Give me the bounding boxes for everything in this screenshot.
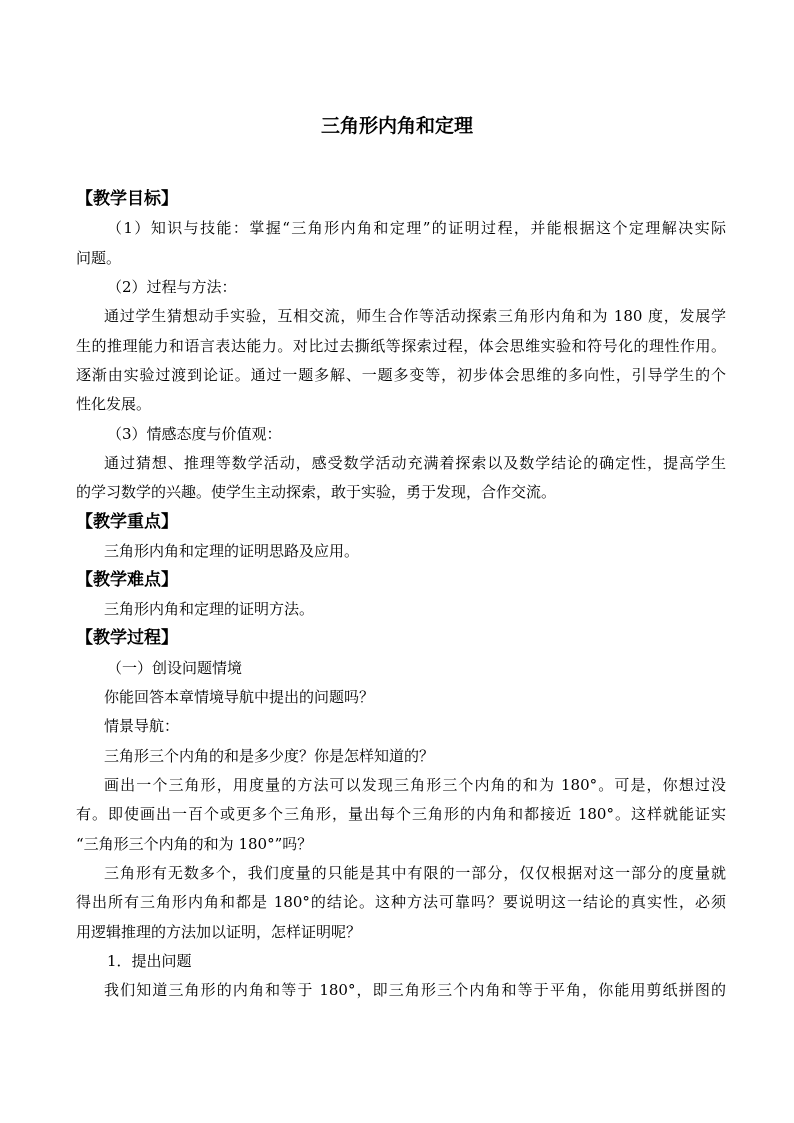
paragraph-line: 1．提出问题	[107, 952, 192, 970]
paragraph-line: 三角形三个内角的和是多少度？你是怎样知道的？	[104, 747, 435, 765]
paragraph-line: 得出所有三角形内角和都是 180°的结论。这种方法可靠吗？要说明这一结论的真实性，必须	[76, 893, 726, 911]
section-heading-difficult: 【教学难点】	[76, 570, 178, 590]
paragraph-line: 有。即使画出一百个或更多个三角形，量出每个三角形的内角和都接近 180°。这样就能证实	[76, 805, 726, 823]
section-heading-goals: 【教学目标】	[76, 189, 178, 209]
paragraph-line: 逐渐由实验过渡到论证。通过一题多解、一题多变等，初步体会思维的多向性，引导学生的个	[76, 366, 726, 384]
paragraph-line: 三角形内角和定理的证明方法。	[104, 600, 315, 618]
paragraph-line: 三角形有无数多个，我们度量的只能是其中有限的一部分，仅仅根据对这一部分的度量就	[104, 864, 726, 882]
paragraph-line: “三角形三个内角的和为 180°”吗？	[76, 835, 313, 853]
paragraph-line: 的学习数学的兴趣。使学生主动探索，敢于实验，勇于发现，合作交流。	[76, 483, 557, 501]
paragraph-line: 三角形内角和定理的证明思路及应用。	[104, 542, 360, 560]
paragraph-line: 问题。	[76, 249, 122, 267]
paragraph-line: 用逻辑推理的方法加以证明，怎样证明呢？	[76, 923, 362, 941]
paragraph-line: 通过猜想、推理等数学活动，感受数学活动充满着探索以及数学结论的确定性，提高学生	[104, 454, 726, 472]
paragraph-line: 通过学生猜想动手实验，互相交流，师生合作等活动探索三角形内角和为 180 度，发展学	[104, 307, 726, 325]
document-title: 三角形内角和定理	[320, 115, 473, 137]
paragraph-line: （一）创设问题情境	[107, 659, 243, 677]
paragraph-line: 情景导航：	[104, 717, 180, 735]
paragraph-line: （1）知识与技能：掌握“三角形内角和定理”的证明过程，并能根据这个定理解决实际	[107, 219, 726, 237]
paragraph-line: 你能回答本章情境导航中提出的问题吗？	[104, 688, 375, 706]
paragraph-line: 画出一个三角形，用度量的方法可以发现三角形三个内角的和为 180°。可是，你想过没	[104, 776, 726, 794]
paragraph-line: 生的推理能力和语言表达能力。对比过去撕纸等探索过程，体会思维实验和符号化的理性作用。	[76, 337, 726, 355]
section-heading-process: 【教学过程】	[76, 628, 178, 648]
paragraph-line: 我们知道三角形的内角和等于 180°，即三角形三个内角和等于平角，你能用剪纸拼图的	[104, 981, 726, 999]
paragraph-line: （3）情感态度与价值观：	[107, 425, 282, 443]
paragraph-line: 性化发展。	[76, 395, 152, 413]
paragraph-line: （2）过程与方法：	[107, 278, 237, 296]
section-heading-key: 【教学重点】	[76, 512, 178, 532]
